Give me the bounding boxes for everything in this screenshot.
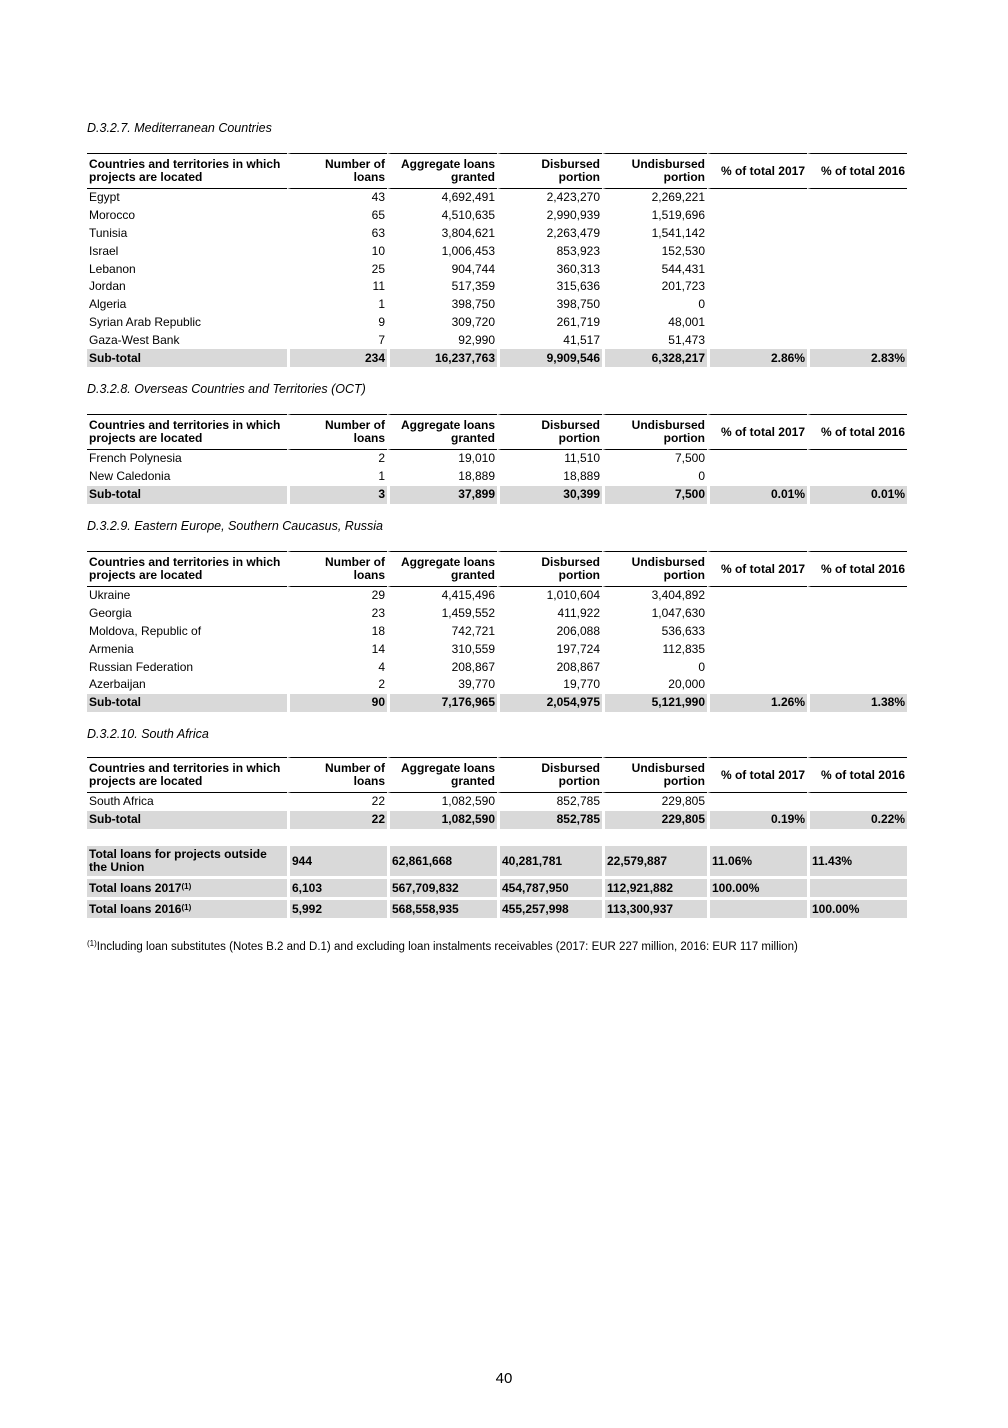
cell-aggregate: 904,744 xyxy=(451,261,495,276)
cell-number: 2 xyxy=(378,451,385,466)
cell-country: Syrian Arab Republic xyxy=(89,314,202,329)
cell-aggregate: 4,510,635 xyxy=(441,208,495,223)
cell-undisbursed: 2,269,221 xyxy=(651,190,705,205)
subtotal-disbursed: 9,909,546 xyxy=(497,349,602,367)
cell-aggregate: 1,006,453 xyxy=(441,243,495,258)
cell-disbursed: 398,750 xyxy=(556,297,600,312)
total-pct2016: 100.00% xyxy=(807,900,907,918)
cell-disbursed: 315,636 xyxy=(556,279,600,294)
total-undisbursed: 112,921,882 xyxy=(602,879,707,897)
table-header-row xyxy=(87,551,907,587)
cell-pct2016 xyxy=(807,623,907,641)
cell-number: 1 xyxy=(378,469,385,484)
subtotal-number: 234 xyxy=(287,349,387,367)
subtotal-aggregate: 7,176,965 xyxy=(387,694,497,712)
table-row xyxy=(87,605,907,623)
table-row xyxy=(87,331,907,349)
col-header-aggregate: Aggregate loans granted xyxy=(387,757,497,793)
total-pct2017: 100.00% xyxy=(707,879,807,897)
cell-disbursed: 261,719 xyxy=(556,314,600,329)
col-header-disbursed: Disbursed portion xyxy=(497,551,602,587)
cell-country: Russian Federation xyxy=(89,659,194,674)
subtotal-pct2016: 1.38% xyxy=(807,694,907,712)
cell-pct2016 xyxy=(807,260,907,278)
cell-undisbursed: 0 xyxy=(698,297,705,312)
cell-disbursed: 411,922 xyxy=(557,606,600,621)
page-number: 40 xyxy=(495,1370,513,1387)
cell-country: Ukraine xyxy=(89,588,131,603)
subtotal-disbursed: 2,054,975 xyxy=(497,694,602,712)
cell-pct2017 xyxy=(707,225,807,243)
col-header-pct2016: % of total 2016 xyxy=(807,153,907,189)
total-aggregate: 567,709,832 xyxy=(387,879,497,897)
cell-aggregate: 1,082,590 xyxy=(441,794,495,809)
cell-number: 2 xyxy=(378,677,385,692)
cell-aggregate: 3,804,621 xyxy=(441,225,495,240)
cell-undisbursed: 1,519,696 xyxy=(651,208,705,223)
col-header-number: Number of loans xyxy=(287,414,387,450)
cell-pct2017 xyxy=(707,450,807,468)
subtotal-undisbursed: 6,328,217 xyxy=(602,349,707,367)
table-row xyxy=(87,450,907,468)
cell-country: Morocco xyxy=(89,208,136,223)
subtotal-pct2016: 0.22% xyxy=(807,811,907,829)
cell-pct2016 xyxy=(807,793,907,811)
col-header-country: Countries and territories in which projects are located xyxy=(87,153,287,189)
cell-number: 23 xyxy=(371,606,385,621)
total-disbursed: 40,281,781 xyxy=(497,846,602,876)
table-header-row xyxy=(87,414,907,450)
cell-undisbursed: 48,001 xyxy=(668,314,705,329)
cell-pct2016 xyxy=(807,640,907,658)
cell-pct2017 xyxy=(707,605,807,623)
table-row xyxy=(87,640,907,658)
col-header-pct2016: % of total 2016 xyxy=(807,757,907,793)
table-row xyxy=(87,225,907,243)
cell-undisbursed: 1,047,630 xyxy=(651,606,705,621)
cell-country: Israel xyxy=(89,243,119,258)
cell-number: 4 xyxy=(378,659,385,674)
cell-disbursed: 208,867 xyxy=(556,659,600,674)
total-label: Total loans 2016$^{(1)}$ xyxy=(87,900,287,918)
cell-aggregate: 4,415,496 xyxy=(441,588,495,603)
section-title: D.3.2.7. Mediterranean Countries xyxy=(87,121,272,135)
cell-undisbursed: 201,723 xyxy=(661,279,705,294)
table-header-row xyxy=(87,153,907,189)
col-header-aggregate: Aggregate loans granted xyxy=(387,414,497,450)
col-header-aggregate: Aggregate loans granted xyxy=(387,153,497,189)
subtotal-pct2017: 1.26% xyxy=(707,694,807,712)
cell-undisbursed: 112,835 xyxy=(662,641,705,656)
cell-pct2017 xyxy=(707,314,807,332)
cell-pct2017 xyxy=(707,587,807,605)
cell-pct2017 xyxy=(707,331,807,349)
footnote-text: Including loan substitutes (Notes B.2 and D.1) and excluding loan instalments receivables (2017: EUR 227 million, 2016: EUR 117 million) xyxy=(96,941,798,953)
cell-disbursed: 360,313 xyxy=(556,261,600,276)
cell-disbursed: 2,263,479 xyxy=(546,225,600,240)
subtotal-pct2017: 0.01% xyxy=(707,486,807,504)
subtotal-undisbursed: 229,805 xyxy=(602,811,707,829)
col-header-country: Countries and territories in which projects are located xyxy=(87,414,287,450)
footnote-marker: (1) xyxy=(87,939,97,948)
cell-undisbursed: 20,000 xyxy=(668,677,705,692)
cell-country: Jordan xyxy=(89,279,126,294)
cell-disbursed: 18,889 xyxy=(563,469,600,484)
subtotal-disbursed: 30,399 xyxy=(497,486,602,504)
cell-number: 10 xyxy=(371,243,385,258)
cell-pct2016 xyxy=(807,207,907,225)
cell-undisbursed: 1,541,142 xyxy=(651,225,705,240)
col-header-number: Number of loans xyxy=(287,153,387,189)
subtotal-country: Sub-total xyxy=(87,811,287,829)
subtotal-number: 22 xyxy=(287,811,387,829)
cell-pct2016 xyxy=(807,468,907,486)
cell-country: French Polynesia xyxy=(89,451,182,466)
cell-disbursed: 1,010,604 xyxy=(546,588,600,603)
cell-disbursed: 853,923 xyxy=(556,243,600,258)
total-row-outside-union xyxy=(87,846,907,876)
cell-undisbursed: 536,633 xyxy=(661,623,705,638)
cell-pct2017 xyxy=(707,793,807,811)
col-header-country: Countries and territories in which projects are located xyxy=(87,757,287,793)
south-africa-table xyxy=(87,757,907,829)
cell-number: 9 xyxy=(378,314,385,329)
cell-number: 65 xyxy=(371,208,385,223)
cell-aggregate: 309,720 xyxy=(451,314,495,329)
cell-disbursed: 2,990,939 xyxy=(546,208,600,223)
cell-country: Moldova, Republic of xyxy=(89,623,202,638)
cell-pct2017 xyxy=(707,260,807,278)
col-header-disbursed: Disbursed portion xyxy=(497,414,602,450)
total-aggregate: 568,558,935 xyxy=(387,900,497,918)
col-header-country: Countries and territories in which projects are located xyxy=(87,551,287,587)
subtotal-pct2016: 0.01% xyxy=(807,486,907,504)
cell-pct2017 xyxy=(707,278,807,296)
cell-country: Algeria xyxy=(89,297,127,312)
table-row xyxy=(87,314,907,332)
section-title: D.3.2.8. Overseas Countries and Territories (OCT) xyxy=(87,382,366,396)
cell-pct2017 xyxy=(707,623,807,641)
table-row xyxy=(87,587,907,605)
subtotal-undisbursed: 7,500 xyxy=(602,486,707,504)
total-pct2017 xyxy=(707,900,807,918)
cell-aggregate: 310,559 xyxy=(451,641,495,656)
cell-number: 29 xyxy=(371,588,385,603)
cell-aggregate: 4,692,491 xyxy=(441,190,495,205)
cell-aggregate: 18,889 xyxy=(458,469,495,484)
subtotal-pct2016: 2.83% xyxy=(807,349,907,367)
cell-pct2017 xyxy=(707,676,807,694)
cell-pct2016 xyxy=(807,278,907,296)
cell-country: Tunisia xyxy=(89,225,128,240)
cell-undisbursed: 0 xyxy=(698,659,705,674)
cell-number: 11 xyxy=(372,279,385,294)
table-row xyxy=(87,793,907,811)
subtotal-number: 90 xyxy=(287,694,387,712)
subtotal-country: Sub-total xyxy=(87,694,287,712)
table-row xyxy=(87,242,907,260)
table-header-row xyxy=(87,757,907,793)
cell-aggregate: 92,990 xyxy=(458,332,495,347)
total-disbursed: 455,257,998 xyxy=(497,900,602,918)
table-row xyxy=(87,676,907,694)
subtotal-row xyxy=(87,811,907,829)
cell-aggregate: 1,459,552 xyxy=(441,606,495,621)
subtotal-country: Sub-total xyxy=(87,486,287,504)
cell-country: Azerbaijan xyxy=(89,677,146,692)
total-undisbursed: 22,579,887 xyxy=(602,846,707,876)
cell-pct2016 xyxy=(807,450,907,468)
cell-undisbursed: 7,500 xyxy=(674,451,705,466)
col-header-undisbursed: Undisbursed portion xyxy=(602,414,707,450)
subtotal-row xyxy=(87,486,907,504)
table-row xyxy=(87,260,907,278)
cell-aggregate: 208,867 xyxy=(451,659,495,674)
cell-undisbursed: 51,473 xyxy=(668,332,705,347)
col-header-number: Number of loans xyxy=(287,757,387,793)
cell-pct2017 xyxy=(707,242,807,260)
eastern-europe-table xyxy=(87,551,907,712)
cell-country: Egypt xyxy=(89,190,120,205)
cell-pct2016 xyxy=(807,189,907,207)
subtotal-row xyxy=(87,349,907,367)
cell-disbursed: 2,423,270 xyxy=(546,190,600,205)
totals-table xyxy=(87,843,907,921)
col-header-pct2017: % of total 2017 xyxy=(707,551,807,587)
col-header-aggregate: Aggregate loans granted xyxy=(387,551,497,587)
total-aggregate: 62,861,668 xyxy=(387,846,497,876)
cell-number: 25 xyxy=(371,261,385,276)
total-pct2016 xyxy=(807,879,907,897)
footnote xyxy=(87,941,798,953)
subtotal-row xyxy=(87,694,907,712)
table-row xyxy=(87,658,907,676)
cell-aggregate: 742,721 xyxy=(451,623,495,638)
total-label: Total loans for projects outside the Union xyxy=(87,846,287,876)
cell-disbursed: 41,517 xyxy=(563,332,600,347)
total-label: Total loans 2017$^{(1)}$ xyxy=(87,879,287,897)
cell-country: New Caledonia xyxy=(89,469,171,484)
cell-pct2016 xyxy=(807,331,907,349)
cell-undisbursed: 152,530 xyxy=(661,243,705,258)
cell-pct2016 xyxy=(807,676,907,694)
section-title: D.3.2.10. South Africa xyxy=(87,727,209,741)
cell-number: 7 xyxy=(378,332,385,347)
total-row-2017 xyxy=(87,879,907,897)
total-number: 944 xyxy=(287,846,387,876)
col-header-disbursed: Disbursed portion xyxy=(497,153,602,189)
total-number: 6,103 xyxy=(287,879,387,897)
cell-undisbursed: 3,404,892 xyxy=(651,588,705,603)
cell-country: Lebanon xyxy=(89,261,136,276)
col-header-pct2016: % of total 2016 xyxy=(807,414,907,450)
footnote-marker: (1) xyxy=(181,881,192,891)
total-undisbursed: 113,300,937 xyxy=(602,900,707,918)
cell-number: 1 xyxy=(378,297,385,312)
table-row xyxy=(87,623,907,641)
subtotal-undisbursed: 5,121,990 xyxy=(602,694,707,712)
subtotal-pct2017: 2.86% xyxy=(707,349,807,367)
cell-country: Georgia xyxy=(89,606,132,621)
cell-disbursed: 206,088 xyxy=(556,623,600,638)
cell-undisbursed: 544,431 xyxy=(661,261,705,276)
cell-number: 22 xyxy=(371,794,385,809)
cell-pct2016 xyxy=(807,314,907,332)
table-row xyxy=(87,207,907,225)
cell-pct2017 xyxy=(707,640,807,658)
table-row xyxy=(87,278,907,296)
cell-country: Gaza-West Bank xyxy=(89,332,180,347)
cell-number: 63 xyxy=(371,225,385,240)
col-header-number: Number of loans xyxy=(287,551,387,587)
section-title: D.3.2.9. Eastern Europe, Southern Caucasus, Russia xyxy=(87,519,383,533)
oct-table xyxy=(87,414,907,504)
cell-aggregate: 517,359 xyxy=(451,279,495,294)
cell-undisbursed: 0 xyxy=(698,469,705,484)
cell-disbursed: 197,724 xyxy=(556,641,600,656)
cell-disbursed: 11,510 xyxy=(564,451,600,466)
total-pct2016: 11.43% xyxy=(807,846,907,876)
cell-pct2017 xyxy=(707,468,807,486)
cell-disbursed: 852,785 xyxy=(556,794,600,809)
cell-country: Armenia xyxy=(89,641,134,656)
col-header-pct2016: % of total 2016 xyxy=(807,551,907,587)
footnote-marker: (1) xyxy=(181,902,192,912)
col-header-pct2017: % of total 2017 xyxy=(707,757,807,793)
subtotal-country: Sub-total xyxy=(87,349,287,367)
col-header-pct2017: % of total 2017 xyxy=(707,153,807,189)
col-header-undisbursed: Undisbursed portion xyxy=(602,153,707,189)
total-pct2017: 11.06% xyxy=(707,846,807,876)
cell-pct2016 xyxy=(807,605,907,623)
table-row xyxy=(87,468,907,486)
cell-number: 14 xyxy=(371,641,385,656)
cell-pct2017 xyxy=(707,189,807,207)
cell-pct2016 xyxy=(807,242,907,260)
col-header-undisbursed: Undisbursed portion xyxy=(602,551,707,587)
cell-number: 43 xyxy=(371,190,385,205)
cell-number: 18 xyxy=(371,623,385,638)
col-header-pct2017: % of total 2017 xyxy=(707,414,807,450)
total-disbursed: 454,787,950 xyxy=(497,879,602,897)
col-header-undisbursed: Undisbursed portion xyxy=(602,757,707,793)
cell-aggregate: 398,750 xyxy=(451,297,495,312)
cell-pct2017 xyxy=(707,658,807,676)
cell-aggregate: 39,770 xyxy=(458,677,495,692)
subtotal-number: 3 xyxy=(287,486,387,504)
cell-pct2016 xyxy=(807,225,907,243)
subtotal-aggregate: 16,237,763 xyxy=(387,349,497,367)
cell-country: South Africa xyxy=(89,794,154,809)
cell-undisbursed: 229,805 xyxy=(661,794,705,809)
total-number: 5,992 xyxy=(287,900,387,918)
subtotal-disbursed: 852,785 xyxy=(497,811,602,829)
col-header-disbursed: Disbursed portion xyxy=(497,757,602,793)
total-row-2016 xyxy=(87,900,907,918)
cell-pct2016 xyxy=(807,587,907,605)
mediterranean-table xyxy=(87,153,907,367)
subtotal-aggregate: 1,082,590 xyxy=(387,811,497,829)
cell-pct2017 xyxy=(707,296,807,314)
table-row xyxy=(87,296,907,314)
cell-pct2016 xyxy=(807,296,907,314)
cell-pct2016 xyxy=(807,658,907,676)
cell-aggregate: 19,010 xyxy=(458,451,495,466)
subtotal-pct2017: 0.19% xyxy=(707,811,807,829)
subtotal-aggregate: 37,899 xyxy=(387,486,497,504)
cell-pct2017 xyxy=(707,207,807,225)
cell-disbursed: 19,770 xyxy=(563,677,600,692)
table-row xyxy=(87,189,907,207)
